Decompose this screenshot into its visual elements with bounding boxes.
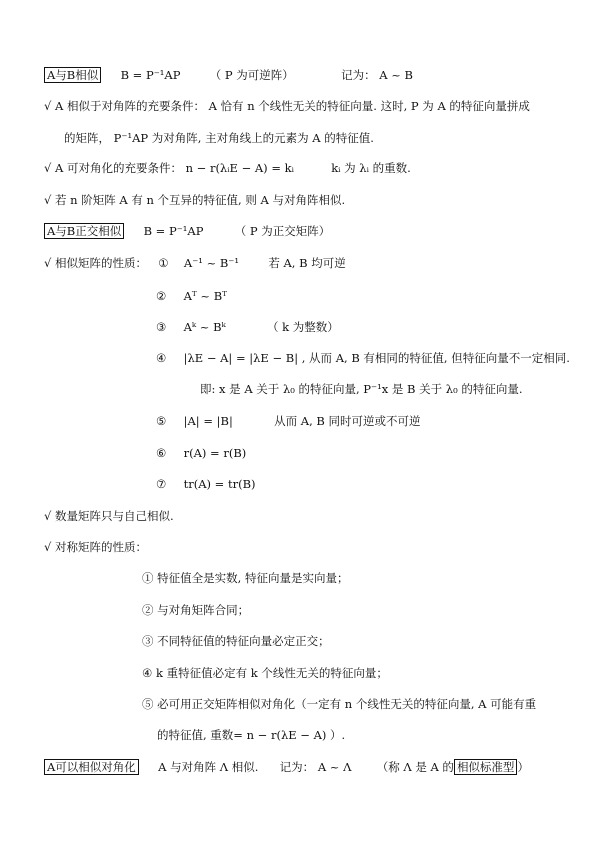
scalar-matrix-line: √ 数量矩阵只与自己相似. (44, 509, 174, 523)
similar-properties-lead: √ 相似矩阵的性质： (44, 256, 147, 270)
rank-condition-text: √ A 可对角化的充要条件： n − r(λᵢE − A) = kᵢ (44, 161, 294, 175)
property-4-num: ④ (156, 351, 167, 365)
property-4-text: |λE − A| = |λE − B| , 从而 A, B 有相同的特征值, 但特征向量不一定相同. (183, 351, 570, 365)
property-5 (156, 413, 421, 429)
similar-note: （ P 为可逆阵） (209, 68, 294, 82)
property-5-num: ⑤ (156, 414, 167, 428)
diagonalizable-title: A可以相似对角化 (44, 759, 139, 775)
property-4 (156, 350, 570, 366)
symmetric-properties-lead: √ 对称矩阵的性质： (44, 540, 147, 554)
bullet-diagonalization-rank-condition (44, 160, 411, 176)
property-2-num: ② (156, 289, 167, 303)
diagonalizable-text: A 与对角阵 Λ 相似. (158, 760, 259, 774)
diagonalizable-note-prefix: （称 Λ 是 A 的 (376, 760, 454, 774)
symmetric-property-3: ③ 不同特征值的特征向量必定正交； (142, 634, 330, 648)
symmetric-property-5: ⑤ 必可用正交矩阵相似对角化（一定有 n 个线性无关的特征向量, A 可能有重 (142, 697, 537, 711)
orthogonal-similar-title: A与B正交相似 (44, 223, 124, 239)
diagonalizable-note-suffix: ） (517, 760, 529, 774)
diagonalizable-line (44, 759, 529, 775)
similar-formula: B = P⁻¹AP (120, 68, 181, 82)
similar-title: A与B相似 (44, 67, 101, 83)
orthogonal-similar-line (44, 223, 330, 239)
orthogonal-similar-formula: B = P⁻¹AP (143, 224, 204, 238)
similar-standard-form-box: 相似标准型 (454, 759, 518, 775)
property-7 (156, 476, 256, 492)
property-7-num: ⑦ (156, 477, 167, 491)
property-7-text: tr(A) = tr(B) (183, 477, 256, 491)
property-3-text: Aᵏ ~ Bᵏ (183, 320, 226, 334)
orthogonal-similar-note: （ P 为正交矩阵） (234, 224, 331, 238)
symmetric-property-4: ④ k 重特征值必定有 k 个线性无关的特征向量； (142, 666, 388, 680)
property-1-text: A⁻¹ ~ B⁻¹ (183, 256, 239, 270)
property-4-explanation: 即: x 是 A 关于 λ₀ 的特征向量, P⁻¹x 是 B 关于 λ₀ 的特征向量. (200, 382, 523, 396)
bullet-distinct-eigenvalues: √ 若 n 阶矩阵 A 有 n 个互异的特征值, 则 A 与对角阵相似. (44, 193, 346, 207)
diagonalizable-notation: 记为： A ~ Λ (279, 760, 352, 774)
property-6-text: r(A) = r(B) (183, 446, 247, 460)
property-5-extra: 从而 A, B 同时可逆或不可逆 (274, 414, 421, 428)
similar-definition-line (44, 67, 413, 83)
property-3-extra: （ k 为整数） (267, 320, 339, 334)
property-6 (156, 445, 246, 461)
property-1-extra: 若 A, B 均可逆 (268, 256, 346, 270)
symmetric-property-1: ① 特征值全是实数, 特征向量是实向量； (142, 571, 349, 585)
similar-properties-line (44, 255, 346, 271)
symmetric-property-5-continuation: 的特征值, 重数= n − r(λE − A) ）. (157, 728, 346, 742)
bullet-diagonalizable-condition: √ A 相似于对角阵的充要条件： A 恰有 n 个线性无关的特征向量. 这时, P 为 A 的特征向量拼成 (44, 99, 530, 113)
property-3-num: ③ (156, 320, 167, 334)
property-1-num: ① (158, 256, 169, 270)
property-5-text: |A| = |B| (183, 414, 233, 428)
symmetric-property-2: ② 与对角矩阵合同； (142, 603, 250, 617)
property-2-text: Aᵀ ~ Bᵀ (183, 289, 227, 303)
property-2 (156, 288, 227, 304)
property-3 (156, 319, 339, 335)
bullet-diagonalizable-continuation: 的矩阵， P⁻¹AP 为对角阵, 主对角线上的元素为 A 的特征值. (64, 131, 374, 145)
property-6-num: ⑥ (156, 446, 167, 460)
similar-notation: 记为： A ~ B (341, 68, 413, 82)
multiplicity-note: kᵢ 为 λᵢ 的重数. (331, 161, 411, 175)
